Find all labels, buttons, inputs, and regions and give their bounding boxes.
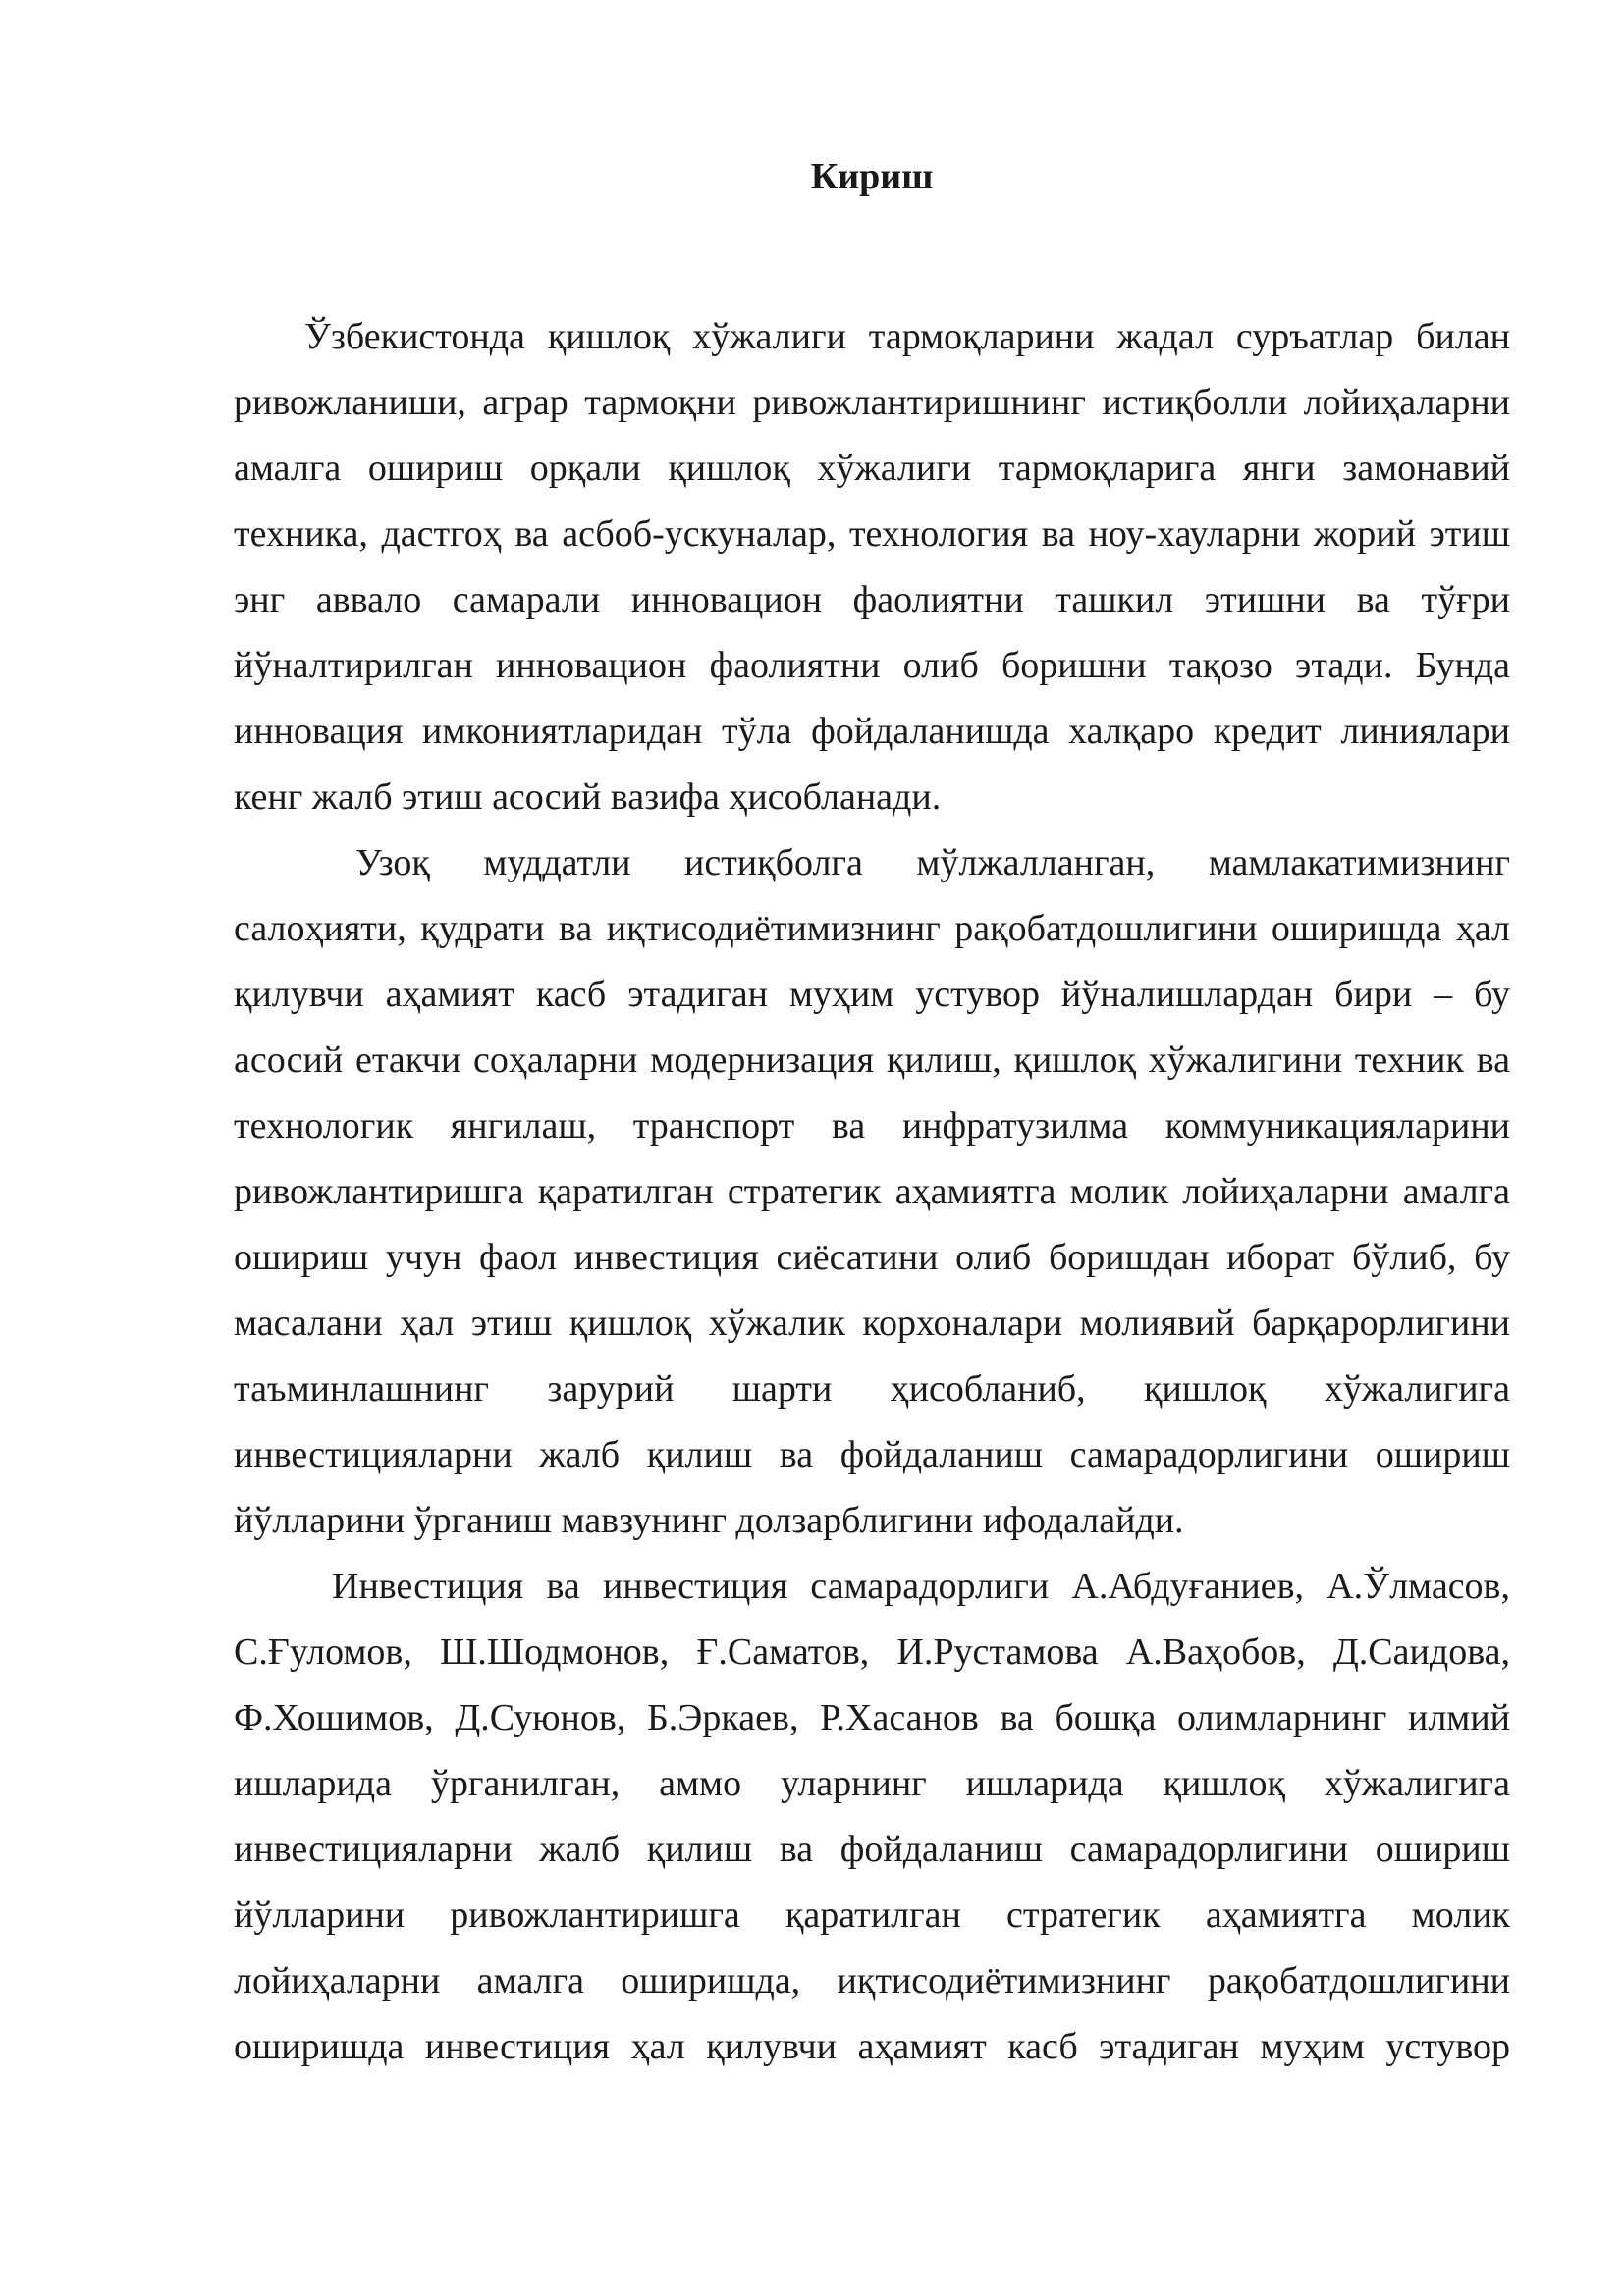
paragraph-2: Узоқ муддатли истиқболга мўлжалланган, мамлакатимизнинг салоҳияти, қудрати ва иқтисодиётимизнинг рақобатдошлигини оширишда ҳал қилувчи аҳамият касб этадиган муҳим устувор йўналишлардан бири – бу асосий етакчи соҳаларни модернизация қилиш, қишлоқ хўжалигини техник ва технологик янгилаш, транспорт ва инфратузилма коммуникацияларини ривожлантиришга қаратилган стратегик аҳамиятга молик лойиҳаларни амалга ошириш учун фаол инвестиция сиёсатини олиб боришдан иборат бўлиб, бу масалани ҳал этиш қишлоқ хўжалик корхоналари молиявий барқарорлигини таъминлашнинг зарурий шарти ҳисобланиб, қишлоқ хўжалигига инвестицияларни жалб қилиш ва фойдаланиш самарадорлигини ошириш йўлларини ўрганиш мавзунинг долзарблигини ифодалайди. <box>234 842 1510 1541</box>
document-body <box>234 152 1510 2080</box>
paragraph-3: Инвестиция ва инвестиция самарадорлиги А.Абдуғаниев, А.Ўлмасов, С.Ғуломов, Ш.Шодмонов, Ғ.Саматов, И.Рустамова А.Ваҳобов, Д.Саидова, Ф.Хошимов, Д.Суюнов, Б.Эркаев, Р.Хасанов ва бошқа олимларнинг илмий ишларида ўрганилган, аммо уларнинг ишларида қишлоқ хўжалигига инвестицияларни жалб қилиш ва фойдаланиш самарадорлигини ошириш йўлларини ривожлантиришга қаратилган стратегик аҳамиятга молик лойиҳаларни амалга оширишда, иқтисодиётимизнинг рақобатдошлигини оширишда инвестиция ҳал қилувчи аҳамият касб этадиган муҳим устувор <box>234 1566 1510 2067</box>
paragraph-1: Ўзбекистонда қишлоқ хўжалиги тармоқларини жадал суръатлар билан ривожланиши, аграр тармоқни ривожлантиришнинг истиқболли лойиҳаларни амалга ошириш орқали қишлоқ хўжалиги тармоқларига янги замонавий техника, дастгоҳ ва асбоб-ускуналар, технология ва ноу-хауларни жорий этиш энг аввало самарали инновацион фаолиятни ташкил этишни ва тўғри йўналтирилган инновацион фаолиятни олиб боришни тақозо этади. Бунда инновация имкониятларидан тўла фойдаланишда халқаро кредит линиялари кенг жалб этиш асосий вазифа ҳисобланади. <box>234 316 1510 818</box>
page-title: Кириш <box>810 156 934 197</box>
